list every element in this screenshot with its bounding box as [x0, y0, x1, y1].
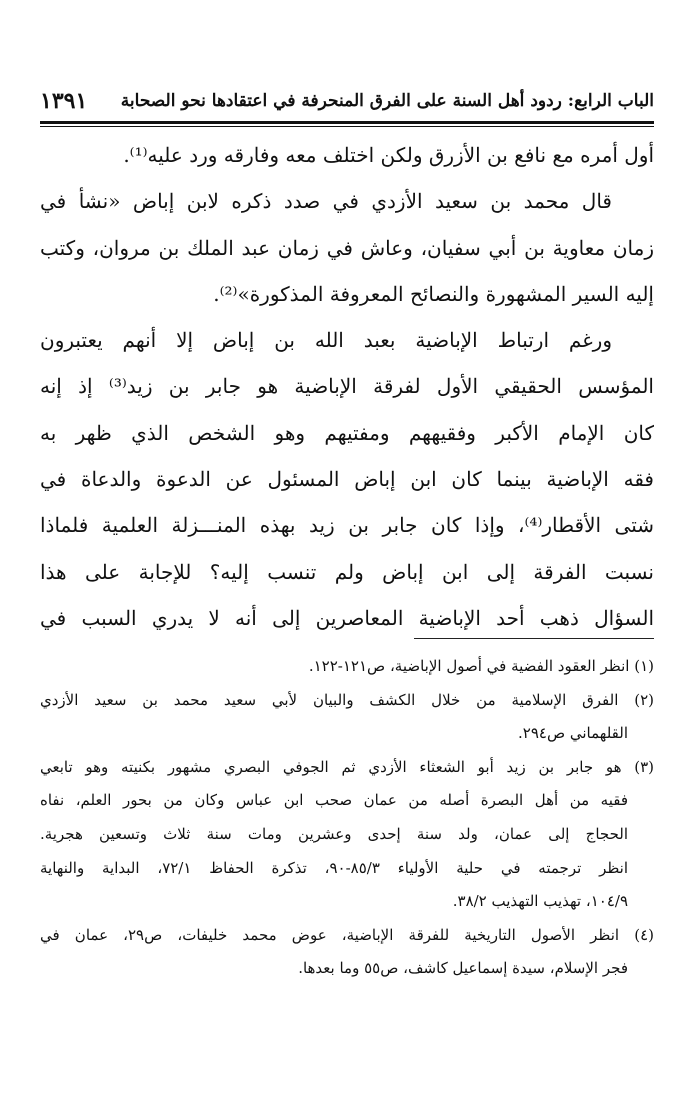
footnote-line: ١٠٤/٩، تهذيب التهذيب ٣٨/٢. [452, 892, 628, 911]
header-rule-thick [40, 121, 654, 124]
body-line: إليه السير المشهورة والنصائح المعروفة المذكورة»⁽²⁾. [213, 281, 654, 306]
body-line: كان الإمام الأكبر وفقيههم ومفتيهم وهو الشخص الذي ظهر به [40, 420, 654, 445]
footnote-line: القلهماني ص٢٩٤. [518, 724, 628, 743]
footnote-separator [414, 638, 654, 639]
footnote-line: الحجاج إلى عمان، ولد سنة إحدى وعشرين ومات سنة ثلاث وتسعين هجرية. [40, 824, 628, 843]
header-rule-thin [40, 126, 654, 127]
page-number: ١٣٩١ [40, 88, 88, 114]
body-line: زمان معاوية بن أبي سفيان، وعاش في زمان عبد الملك بن مروان، وكتب [40, 235, 654, 260]
footnote-line: (٢) الفرق الإسلامية من خلال الكشف والبيان لأبي سعيد محمد بن سعيد الأزدي [40, 690, 654, 709]
body-line: المؤسس الحقيقي الأول لفرقة الإباضية هو جابر بن زيد⁽³⁾ إذ إنه [40, 374, 654, 399]
footnote-line: انظر ترجمته في حلية الأولياء ٨٥/٣-٩٠، تذكرة الحفاظ ٧٢/١، البداية والنهاية [40, 858, 628, 877]
footnote-line: فجر الإسلام، سيدة إسماعيل كاشف، ص٥٥ وما بعدها. [298, 959, 628, 978]
body-line: فقه الإباضية بينما كان ابن إباض المسئول عن الدعوة والدعاة في [40, 467, 654, 492]
footnotes [40, 650, 654, 986]
footnote-line: (٣) هو جابر بن زيد أبو الشعثاء الأزدي ثم الجوفي البصري مشهور بكنيته وهو تابعي [40, 757, 654, 776]
chapter-title: الباب الرابع: ردود أهل السنة على الفرق المنحرفة في اعتقادها نحو الصحابة [120, 91, 654, 111]
footnote-line: فقيه من أهل البصرة أصله من عمان صحب ابن عباس وكان من بحور العلم، نفاه [40, 791, 628, 810]
body-line: نسبت الفرقة إلى ابن إباض ولم تنسب إليه؟ للإجابة على هذا [40, 559, 654, 584]
running-header [40, 84, 654, 118]
body-text [40, 132, 654, 641]
footnote-line: (٤) انظر الأصول التاريخية للفرقة الإباضية، عوض محمد خليفات، ص٢٩، عمان في [40, 925, 654, 944]
footnote-line: (١) انظر العقود الفضية في أصول الإباضية، ص١٢١-١٢٢. [308, 657, 654, 675]
body-line: ورغم ارتباط الإباضية بعبد الله بن إباض إلا أنهم يعتبرون [40, 328, 612, 353]
body-line: قال محمد بن سعيد الأزدي في صدد ذكره لابن إباض «نشأ في [40, 189, 612, 214]
body-line: شتى الأقطار⁽⁴⁾، وإذا كان جابر بن زيد بهذه المنـــزلة العلمية فلماذا [40, 513, 654, 538]
body-line: أول أمره مع نافع بن الأزرق ولكن اختلف معه وفارقه ورد عليه⁽¹⁾. [123, 143, 654, 167]
body-line: السؤال ذهب أحد الإباضية المعاصرين إلى أنه لا يدري السبب في [40, 605, 654, 630]
